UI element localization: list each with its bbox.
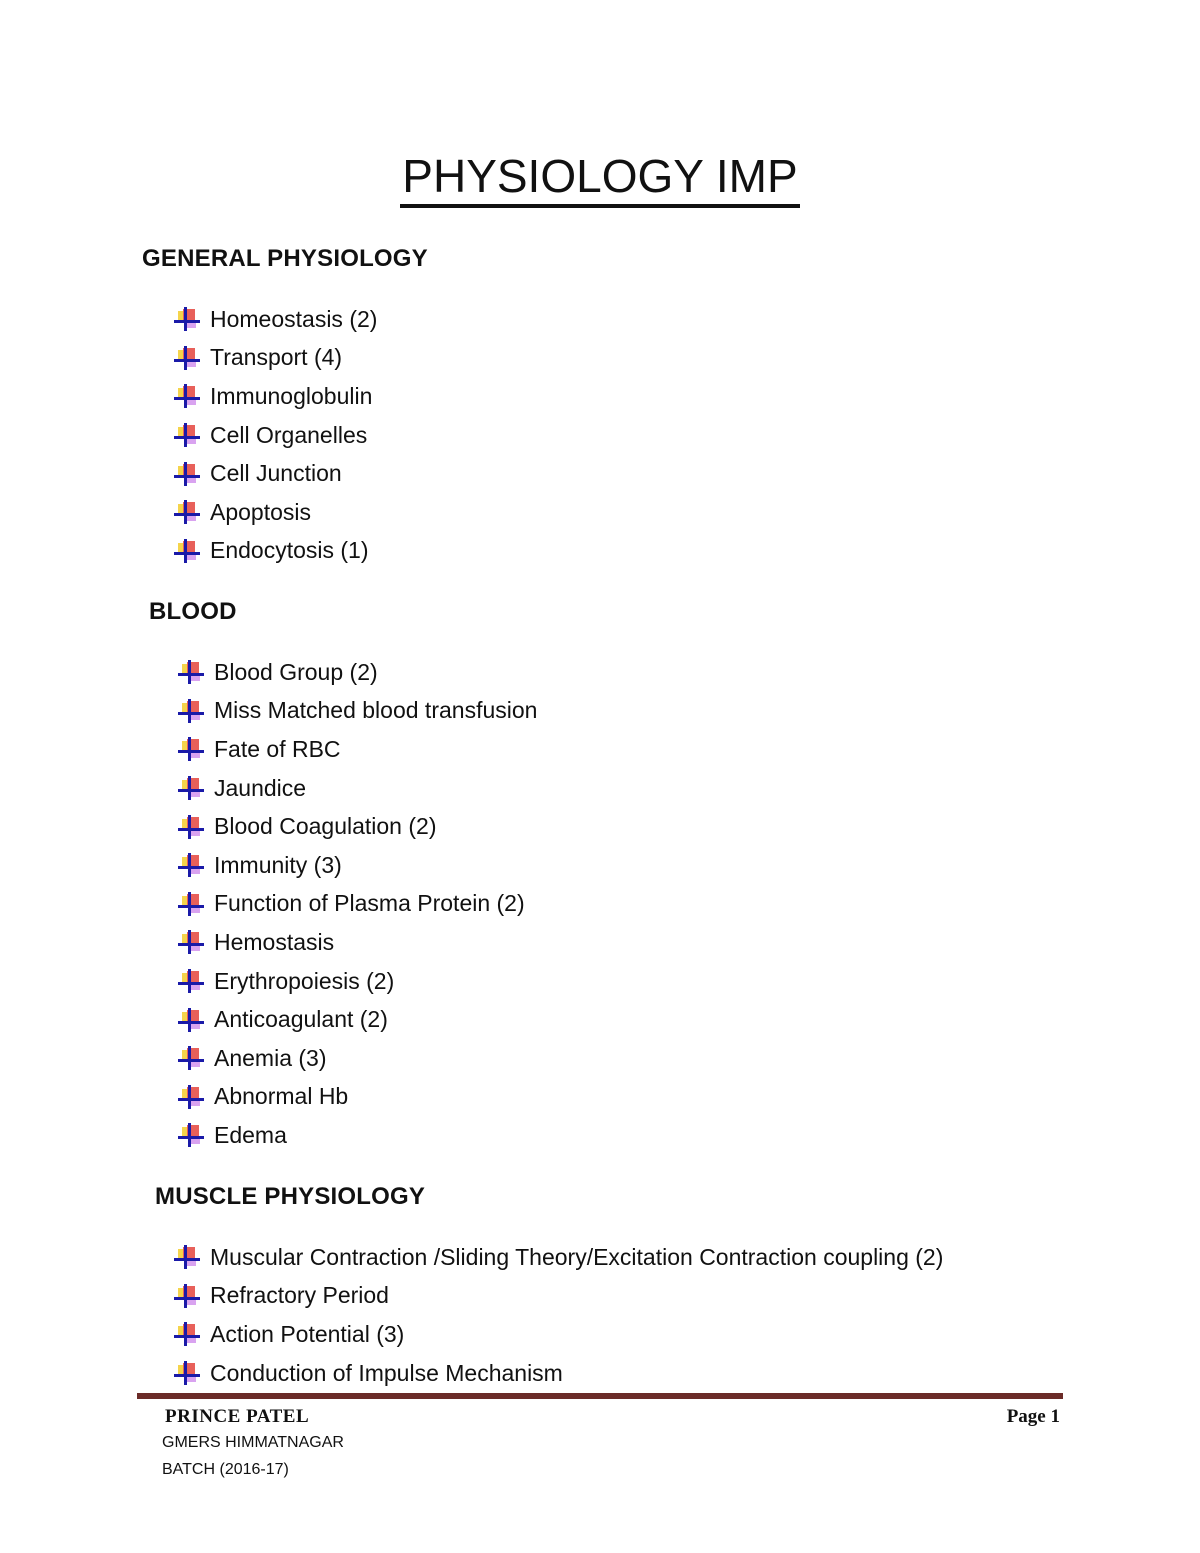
footer-batch: BATCH (2016-17) — [162, 1461, 289, 1478]
list-item-label: Immunoglobulin — [210, 382, 373, 409]
list-item — [178, 1000, 537, 1039]
list-item — [178, 653, 537, 692]
list-item-label: Jaundice — [214, 774, 307, 801]
list-item — [178, 923, 537, 962]
bullet-icon — [174, 462, 200, 486]
list-item — [178, 885, 537, 924]
footer-page-number: Page 1 — [1006, 1406, 1060, 1427]
list-item — [174, 339, 377, 378]
list-item — [178, 962, 537, 1001]
bullet-icon — [178, 1046, 204, 1070]
list-item-label: Fate of RBC — [214, 735, 341, 762]
bullet-icon — [174, 500, 200, 524]
page-title — [0, 146, 1200, 208]
list-item-label: Abnormal Hb — [214, 1083, 349, 1110]
footer-college: GMERS HIMMATNAGAR — [162, 1434, 344, 1451]
list-general-physiology — [174, 300, 377, 570]
list-item — [178, 730, 537, 769]
list-muscle-physiology — [174, 1238, 943, 1392]
list-item — [178, 1039, 537, 1078]
list-item — [174, 532, 377, 571]
bullet-icon — [178, 930, 204, 954]
list-item — [178, 846, 537, 885]
list-item-label: Action Potential (3) — [210, 1320, 405, 1347]
list-item — [178, 769, 537, 808]
list-item — [178, 1078, 537, 1117]
bullet-icon — [178, 1123, 204, 1147]
bullet-icon — [178, 699, 204, 723]
list-item — [174, 300, 377, 339]
bullet-icon — [174, 1322, 200, 1346]
bullet-icon — [174, 1361, 200, 1385]
list-item-label: Blood Coagulation (2) — [214, 813, 437, 840]
list-item-label: Miss Matched blood transfusion — [214, 697, 538, 724]
bullet-icon — [178, 892, 204, 916]
list-item — [178, 692, 537, 731]
list-item-label: Transport (4) — [210, 344, 343, 371]
list-item-label: Immunity (3) — [214, 851, 342, 878]
list-item-label: Cell Junction — [210, 460, 342, 487]
list-item — [174, 1277, 943, 1316]
bullet-icon — [174, 1284, 200, 1308]
section-heading-muscle-physiology: MUSCLE PHYSIOLOGY — [155, 1183, 426, 1210]
section-heading-general-physiology: GENERAL PHYSIOLOGY — [142, 245, 428, 272]
page-title-text: PHYSIOLOGY IMP — [400, 148, 799, 208]
list-item — [174, 377, 377, 416]
list-item — [174, 1238, 943, 1277]
section-heading-blood: BLOOD — [149, 598, 237, 625]
list-item — [174, 416, 377, 455]
list-item-label: Muscular Contraction /Sliding Theory/Excitation Contraction coupling (2) — [210, 1243, 944, 1270]
list-item — [174, 1315, 943, 1354]
bullet-icon — [178, 1085, 204, 1109]
list-item — [178, 807, 537, 846]
bullet-icon — [178, 969, 204, 993]
list-item-label: Endocytosis (1) — [210, 537, 369, 564]
bullet-icon — [174, 423, 200, 447]
list-item — [174, 1354, 943, 1393]
bullet-icon — [174, 384, 200, 408]
list-item — [174, 493, 377, 532]
bullet-icon — [178, 815, 204, 839]
bullet-icon — [174, 1245, 200, 1269]
bullet-icon — [178, 776, 204, 800]
bullet-icon — [174, 346, 200, 370]
bullet-icon — [178, 660, 204, 684]
bullet-icon — [174, 539, 200, 563]
list-item-label: Function of Plasma Protein (2) — [214, 890, 525, 917]
list-item-label: Homeostasis (2) — [210, 305, 378, 332]
bullet-icon — [174, 307, 200, 331]
bullet-icon — [178, 737, 204, 761]
list-item-label: Conduction of Impulse Mechanism — [210, 1359, 563, 1386]
list-item-label: Anticoagulant (2) — [214, 1006, 388, 1033]
list-blood — [178, 653, 537, 1155]
list-item-label: Apoptosis — [210, 498, 312, 525]
list-item-label: Refractory Period — [210, 1282, 389, 1309]
footer-divider — [137, 1393, 1063, 1399]
bullet-icon — [178, 1008, 204, 1032]
list-item — [178, 1116, 537, 1155]
list-item-label: Anemia (3) — [214, 1044, 327, 1071]
footer-author: PRINCE PATEL — [165, 1406, 310, 1427]
list-item — [174, 454, 377, 493]
bullet-icon — [178, 853, 204, 877]
list-item-label: Blood Group (2) — [214, 658, 378, 685]
list-item-label: Edema — [214, 1121, 287, 1148]
list-item-label: Erythropoiesis (2) — [214, 967, 395, 994]
list-item-label: Hemostasis — [214, 928, 335, 955]
list-item-label: Cell Organelles — [210, 421, 368, 448]
